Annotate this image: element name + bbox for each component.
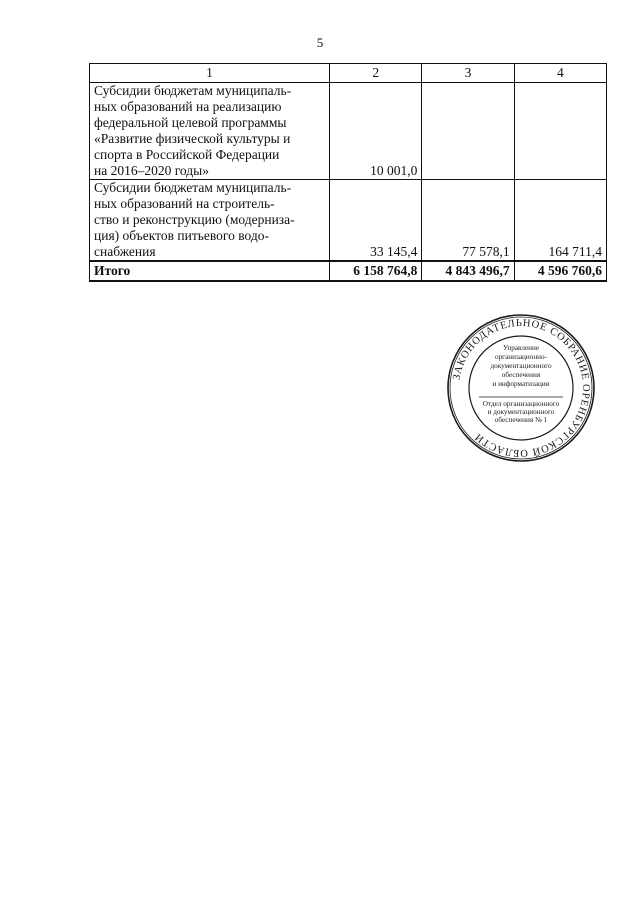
- stamp-seal: [446, 313, 596, 463]
- row-name-line: Субсидии бюджетам муниципаль-: [94, 180, 292, 195]
- row-name-line: «Развитие физической культуры и: [94, 131, 291, 146]
- stamp-inner-line: и документационного: [487, 408, 555, 416]
- budget-table: [89, 63, 607, 282]
- total-row: [90, 261, 607, 281]
- header-col-4: 4: [514, 64, 606, 83]
- row-name-line: ция) объектов питьевого водо-: [94, 228, 269, 243]
- row-value-3: [422, 83, 514, 180]
- row-name-line: спорта в Российской Федерации: [94, 147, 280, 162]
- table-row: [90, 83, 607, 180]
- official-stamp: [446, 313, 596, 463]
- row-name-line: снабжения: [94, 244, 156, 259]
- row-name-line: ных образований на строитель-: [94, 196, 275, 211]
- table-header-row: [90, 64, 607, 83]
- row-name-line: Субсидии бюджетам муниципаль-: [94, 83, 292, 98]
- stamp-inner-line: Управление: [502, 344, 540, 352]
- stamp-inner-line: обеспечения: [501, 371, 541, 379]
- header-col-3: 3: [422, 64, 514, 83]
- row-name-line: ных образований на реализацию: [94, 99, 282, 114]
- total-value-4: 4 596 760,6: [514, 261, 606, 281]
- stamp-inner-line: и информатизации: [492, 380, 550, 388]
- row-value-4: [514, 83, 606, 180]
- table-row: [90, 180, 607, 262]
- row-value-2: 33 145,4: [330, 180, 422, 262]
- header-col-2: 2: [330, 64, 422, 83]
- row-name-line: федеральной целевой программы: [94, 115, 287, 130]
- stamp-inner-line: документационного: [490, 362, 552, 370]
- total-value-2: 6 158 764,8: [330, 261, 422, 281]
- header-col-1: 1: [90, 64, 330, 83]
- row-value-4: 164 711,4: [514, 180, 606, 262]
- stamp-inner-line: организационно-: [494, 353, 548, 361]
- row-name-line: ство и реконструкцию (модерниза-: [94, 212, 295, 227]
- total-value-3: 4 843 496,7: [422, 261, 514, 281]
- row-name-line: на 2016–2020 годы»: [94, 163, 209, 178]
- stamp-inner-line: Отдел организационного: [482, 400, 560, 408]
- page-number: 5: [316, 35, 324, 50]
- row-value-2: 10 001,0: [330, 83, 422, 180]
- stamp-outer-text: ЗАКОНОДАТЕЛЬНОЕ СОБРАНИЕ ОРЕНБУРГСКОЙ ОБЛАСТИ: [451, 317, 592, 459]
- row-name-cell: [90, 83, 330, 180]
- row-name-cell: [90, 180, 330, 262]
- row-value-3: 77 578,1: [422, 180, 514, 262]
- svg-text:ЗАКОНОДАТЕЛЬНОЕ СОБРАНИЕ ОРЕНБ: [452, 318, 591, 458]
- stamp-inner-line: обеспечения № 1: [494, 416, 548, 424]
- total-label: Итого: [90, 261, 330, 281]
